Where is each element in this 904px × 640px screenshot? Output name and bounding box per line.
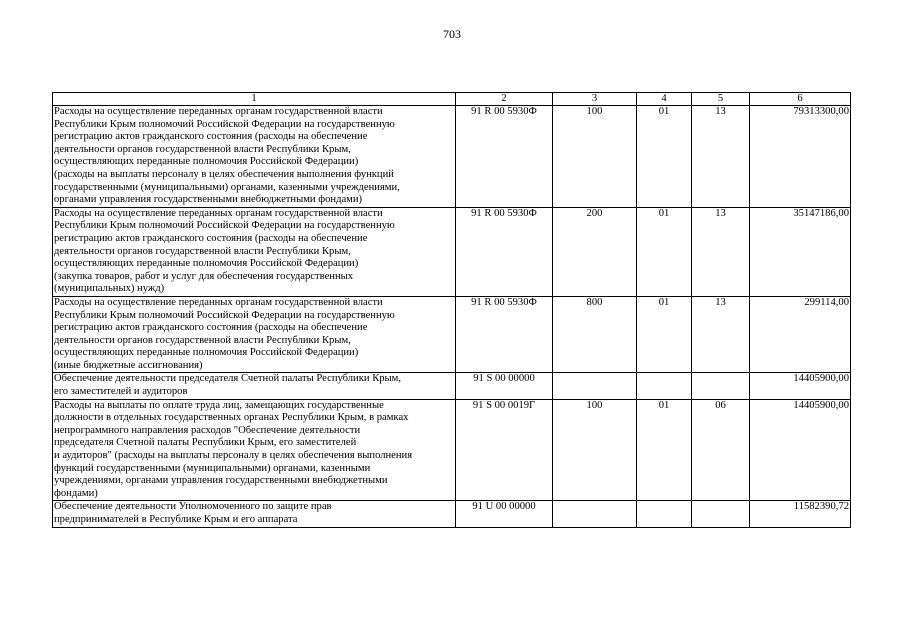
row-description: Обеспечение деятельности председателя Счетной палаты Республики Крым, его заместителей и аудиторов [53,373,456,399]
row-amount: 79313300,00 [750,106,851,208]
column-header-1: 1 [53,93,456,106]
row-target-code: 91 U 00 00000 [456,501,553,527]
table-row [53,399,851,501]
row-expense-type [553,373,637,399]
row-subsection [692,501,750,527]
row-amount: 11582390,72 [750,501,851,527]
table-row [53,106,851,208]
row-amount: 299114,00 [750,296,851,373]
row-expense-type: 200 [553,207,637,296]
row-description: Обеспечение деятельности Уполномоченного по защите прав предпринимателей в Республике Крым и его аппарата [53,501,456,527]
row-section: 01 [637,207,692,296]
column-header-6: 6 [750,93,851,106]
row-description: Расходы на осуществление переданных органам государственной власти Республики Крым полномочий Российской Федерации на государственную регистрацию актов гражданского состояния (расходы на обеспечение деятельности органов государственной власти Республики Крым, осуществляющих переданные полномочия Российской Федерации) (иные бюджетные ассигнования) [53,296,456,373]
column-header-4: 4 [637,93,692,106]
column-header-2: 2 [456,93,553,106]
page-number: 703 [443,27,461,41]
row-section [637,373,692,399]
row-expense-type: 100 [553,106,637,208]
row-subsection [692,373,750,399]
row-subsection: 13 [692,296,750,373]
table-row [53,207,851,296]
row-expense-type: 100 [553,399,637,501]
row-description: Расходы на осуществление переданных органам государственной власти Республики Крым полномочий Российской Федерации на государственную регистрацию актов гражданского состояния (расходы на обеспечение деятельности органов государственной власти Республики Крым, осуществляющих переданные полномочия Российской Федерации) (закупка товаров, работ и услуг для обеспечения государственных (муниципальных) нужд) [53,207,456,296]
column-header-5: 5 [692,93,750,106]
row-target-code: 91 R 00 5930Ф [456,106,553,208]
row-subsection: 06 [692,399,750,501]
budget-table [52,92,851,528]
row-subsection: 13 [692,106,750,208]
row-subsection: 13 [692,207,750,296]
row-target-code: 91 S 00 00000 [456,373,553,399]
row-expense-type: 800 [553,296,637,373]
row-section: 01 [637,106,692,208]
row-description: Расходы на осуществление переданных органам государственной власти Республики Крым полномочий Российской Федерации на государственную регистрацию актов гражданского состояния (расходы на обеспечение деятельности органов государственной власти Республики Крым, осуществляющих переданные полномочия Российской Федерации) (расходы на выплаты персоналу в целях обеспечения выполнения функций государственными (муниципальными) органами, казенными учреждениями, органами управления государственными внебюджетными фондами) [53,106,456,208]
row-amount: 35147186,00 [750,207,851,296]
row-amount: 14405900,00 [750,399,851,501]
row-section: 01 [637,296,692,373]
row-target-code: 91 R 00 5930Ф [456,207,553,296]
row-target-code: 91 R 00 5930Ф [456,296,553,373]
row-amount: 14405900,00 [750,373,851,399]
table-row [53,373,851,399]
row-section [637,501,692,527]
table-row [53,501,851,527]
row-expense-type [553,501,637,527]
row-section: 01 [637,399,692,501]
table-row [53,296,851,373]
row-target-code: 91 S 00 0019Г [456,399,553,501]
table-header-row [53,93,851,106]
column-header-3: 3 [553,93,637,106]
row-description: Расходы на выплаты по оплате труда лиц, замещающих государственные должности в отдельных государственных органах Республики Крым, в рамках непрограммного направления расходов "Обеспечение деятельности председателя Счетной палаты Республики Крым, его заместителей и аудиторов" (расходы на выплаты персоналу в целях обеспечения выполнения функций государственными (муниципальными) органами, казенными учреждениями, органами управления государственными внебюджетными фондами) [53,399,456,501]
